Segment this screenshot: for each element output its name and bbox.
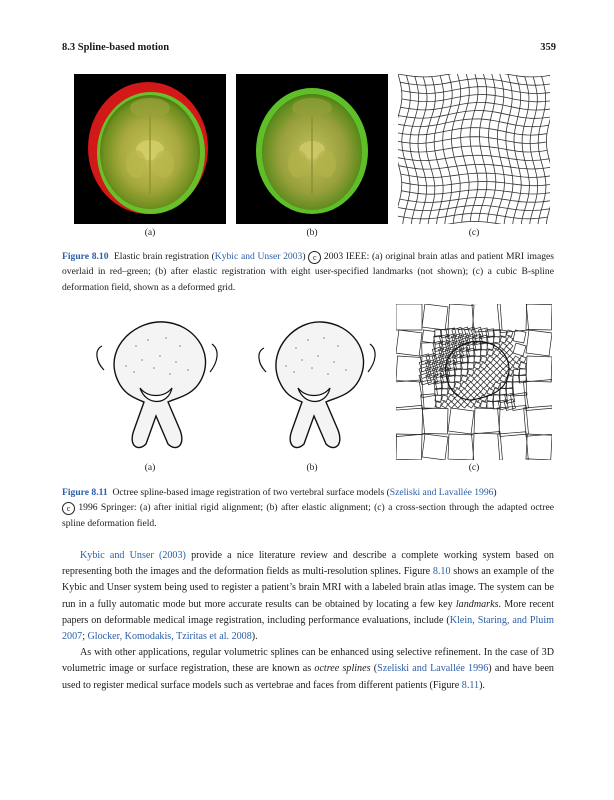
figure-reference-link[interactable]: 8.11 <box>461 679 480 691</box>
citation-link[interactable]: Szeliski and Lavallée 1996 <box>389 487 494 498</box>
paragraph <box>62 645 554 694</box>
caption-text: Octree spline-based image registration of two vertebral surface models ( <box>112 487 390 498</box>
body-text <box>62 548 554 694</box>
figure-8-10-b-brain-registered <box>236 74 388 224</box>
paragraph-text: shows an example of the Kybic and Unser system being used to register a patient’s brain MRI with a labeled brain atlas image. The system can be run in a fully automatic mode but more accurate results can be obtained by locating a few key <box>62 566 554 610</box>
figure-8-11-label-b: (b) <box>306 463 318 473</box>
figure-8-10-number: Figure 8.10 <box>62 251 109 262</box>
figure-8-11-label-c: (c) <box>468 463 480 473</box>
figure-8-10-label-a: (a) <box>144 228 156 238</box>
citation-link[interactable]: Glocker, Komodakis, Tziritas et al. 2008 <box>87 631 252 643</box>
paragraph-text: ). <box>251 631 258 643</box>
paragraph-text: . More recent papers on deformable medical image registration, including performance evaluations, include ( <box>62 598 554 626</box>
paragraph-text: ). <box>479 679 485 691</box>
figure-8-10-label-c: (c) <box>468 228 480 238</box>
citation-link[interactable]: Klein, Staring, and Pluim 2007 <box>62 614 554 643</box>
citation-link[interactable]: Kybic and Unser <box>80 550 154 561</box>
paragraph-text: ) and have been used to register medical surface models such as vertebrae and faces from different patients (Figure <box>62 663 554 691</box>
figure-8-11-label-a: (a) <box>144 463 156 473</box>
figure-8-11-c-octree-field <box>396 304 552 460</box>
copyright-icon: c <box>62 502 75 515</box>
running-header-section: 8.3 Spline-based motion <box>62 42 170 53</box>
paragraph-text: As with other applications, regular volumetric splines can be enhanced using selective refinement. In the case of 3D volumetric image or surface registration, these are known as <box>62 647 554 675</box>
caption-text: ) <box>493 487 497 498</box>
figure-8-11-caption <box>62 485 554 531</box>
paragraph <box>62 548 554 645</box>
caption-text: 2003 IEEE: (a) original brain atlas and patient MRI images overlaid in red–green; (b) after elastic registration with eight user-specified landmarks (not shown); (c) a cubic B-spline deformation field, shown as a deformed grid. <box>62 251 554 293</box>
paragraph-text: ( <box>370 663 378 675</box>
page-number: 359 <box>540 42 556 53</box>
paragraph-text: provide a nice literature review and describe a complete working system based on representing both the images and the deformation fields as multi-resolution splines. Figure <box>62 550 554 578</box>
copyright-icon: c <box>308 251 321 264</box>
figure-8-10-c-deformed-grid <box>398 74 550 224</box>
figure-reference-link[interactable]: 8.10 <box>432 566 451 578</box>
paragraph-text: ; <box>82 631 88 643</box>
citation-link[interactable]: (2003) <box>158 550 186 561</box>
citation-link[interactable]: Kybic and Unser 2003 <box>214 251 303 262</box>
figure-8-10-label-b: (b) <box>306 228 318 238</box>
figure-8-10-caption <box>62 249 554 295</box>
caption-text: 1996 Springer: (a) after initial rigid alignment; (b) after elastic alignment; (c) a cross-section through the adapted octree spline deformation field. <box>62 502 554 529</box>
caption-text: ) <box>302 251 309 262</box>
figure-8-11-number: Figure 8.11 <box>62 487 108 498</box>
emphasis: octree splines <box>314 663 371 675</box>
citation-link[interactable]: Szeliski and Lavallée 1996 <box>377 663 489 675</box>
figure-8-11-a-vertebra-rigid <box>76 306 228 458</box>
figure-8-11-b-vertebra-elastic <box>236 306 388 458</box>
caption-text: Elastic brain registration ( <box>113 251 215 262</box>
figure-8-10-a-brain-overlay <box>74 74 226 224</box>
emphasis: landmarks <box>455 598 499 610</box>
